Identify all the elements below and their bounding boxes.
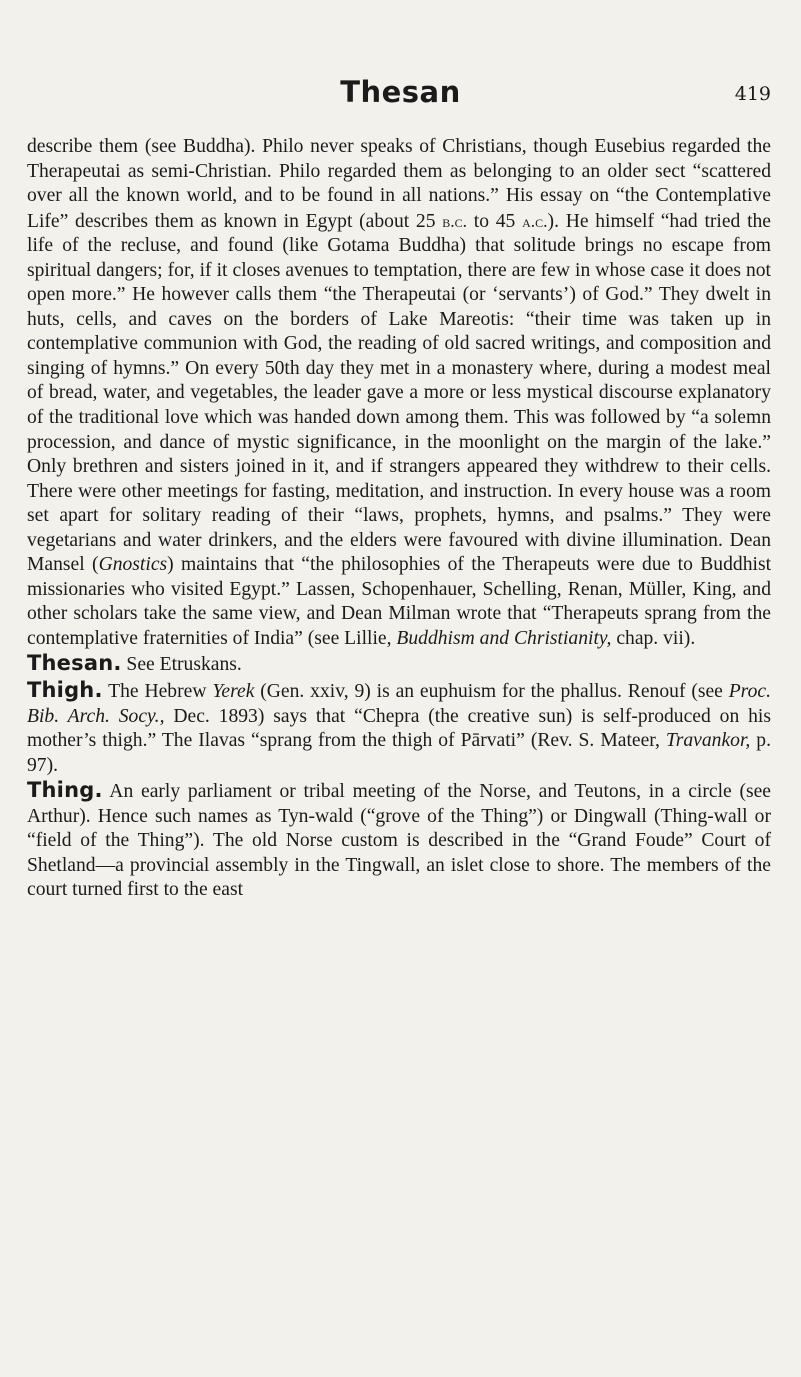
text-run: ) maintains that “the philosophies of the Therapeuts were due to Buddhist missionaries who visited Egypt.” Lassen, Schopenhauer, Schelling, Renan, Müller, King, and other scholars take the same view, and Dean Milman wrote that “Therapeuts sprang from the contemplative fraternities of India” (see Lillie, [27,554,772,649]
journal-title: Proc. Bib. Arch. Socy., [27,681,771,727]
text-run: Dec. 1893) says that “Chepra (the creative sun) is self-produced on his mother’s thigh.” The Ilavas “sprang from the thigh of Pārvati” (Rev. S. Mateer, [27,705,771,752]
entry-thigh [27,678,771,778]
book-title: Buddhism and Christianity, [396,627,612,649]
text-run: to 45 [467,210,523,232]
text-run: See Etruskans. [121,654,242,676]
text-run: ). He himself “had tried the life of the recluse, and found (like Gotama Buddha) that solitude brings no escape from spiritual dangers; for, if it closes avenues to temptation, there are few in whose case it does not open more.” He however calls them “the Therapeutai (or ‘servants’) of God.” They dwelt in huts, cells, and caves on the borders of Lake Mareotis: “their time was taken up in contemplative communion with God, the reading of old sacred writings, and composition and singing of hymns.” On every 50th day they met in a monastery where, during a modest meal of bread, water, and vegetables, the leader gave a more or less mystical discourse explanatory of the traditional love which was handed down among them. This was followed by “a solemn procession, and dance of mystic significance, in the moonlight on the margin of the lake.” Only brethren and sisters joined in it, and if strangers appeared they withdrew to their cells. There were other meetings for fasting, meditation, and instruction. In every house was a room set apart for solitary reading of their “laws, prophets, hymns, and psalms.” They were vegetarians and water drinkers, and the elders were favoured with divine illumination. Dean Mansel ( [27,210,772,576]
text-run: (Gen. xxiv, 9) is an euphuism for the phallus. Renouf (see [254,681,729,703]
headword: Thigh. [27,678,103,703]
book-title: Gnostics [98,554,168,576]
book-title: Travankor, [665,730,751,752]
page-number: 419 [734,83,771,105]
text-run: describe them (see Buddha). Philo never speaks of Christians, though Eusebius regarded the Therapeutai as semi-Christian. Philo regarded them as belonging to an older sect “scattered over all the known world, and to be found in all nations.” His essay on “the Contemplative Life” describes them as known in Egypt (about 25 [27,136,771,232]
entry-thing [27,778,771,903]
era-abbreviation: b.c. [442,210,468,231]
text-run: The Hebrew [102,681,213,703]
era-abbreviation: a.c. [522,210,548,231]
text-run: p. 97). [27,730,771,776]
text-run: chap. vii). [611,627,696,649]
page-header [0,75,801,115]
headword: Thesan. [27,651,122,676]
hebrew-term: Yerek [212,681,255,703]
body-text [27,135,771,903]
text-run: An early parliament or tribal meeting of the Norse, and Teutons, in a circle (see Arthur). Hence such names as Tyn-wald (“grove of the Thing”) or Dingwall (Thing-wall or “field of the Thing”). The old Norse custom is described in the “Grand Foude” Court of Shetland—a provincial assembly in the Tingwall, an islet close to shore. The members of the court turned first to the east [27,781,771,901]
entry-thesan [27,651,771,678]
headword: Thing. [27,778,103,803]
paragraph-continuation [27,135,771,651]
running-head: Thesan [340,75,461,109]
